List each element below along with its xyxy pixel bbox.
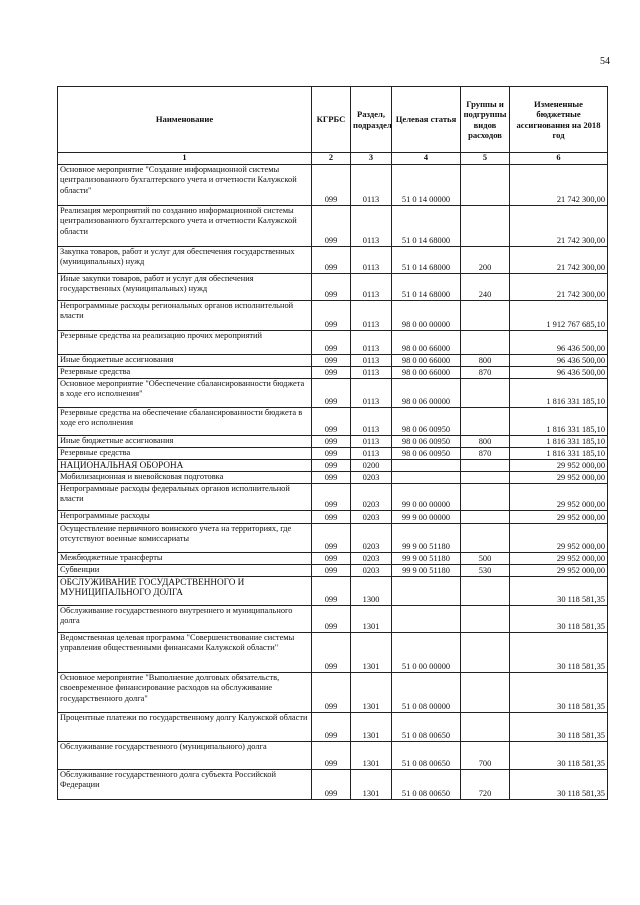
row-amount: 96 436 500,00 — [510, 355, 608, 367]
table-row — [58, 770, 608, 800]
row-kgrbs: 099 — [312, 633, 351, 673]
row-section: 0203 — [351, 472, 392, 484]
table-row — [58, 247, 608, 274]
row-kgrbs: 099 — [312, 577, 351, 606]
row-amount: 29 952 000,00 — [510, 460, 608, 472]
row-article: 99 9 00 00000 — [392, 511, 461, 524]
row-group: 530 — [461, 565, 510, 577]
row-article: 98 0 06 00950 — [392, 408, 461, 436]
row-article: 51 0 14 68000 — [392, 274, 461, 301]
column-number-row — [58, 153, 608, 165]
table-row — [58, 472, 608, 484]
row-kgrbs: 099 — [312, 511, 351, 524]
table-row — [58, 367, 608, 379]
row-section: 1301 — [351, 673, 392, 713]
row-kgrbs: 099 — [312, 565, 351, 577]
row-name: Реализация мероприятий по созданию информационной системы централизованного бухгалтерского учета и отчетности Калужской области — [58, 206, 312, 247]
row-kgrbs: 099 — [312, 524, 351, 553]
row-group: 720 — [461, 770, 510, 800]
row-article: 51 0 08 00000 — [392, 673, 461, 713]
row-name: Резервные средства на обеспечение сбалансированности бюджета в ходе его исполнения — [58, 408, 312, 436]
row-name: Мобилизационная и вневойсковая подготовка — [58, 472, 312, 484]
table-row — [58, 524, 608, 553]
header-article: Целевая статья — [392, 87, 461, 153]
row-kgrbs: 099 — [312, 379, 351, 408]
row-section: 0113 — [351, 247, 392, 274]
row-section: 0203 — [351, 565, 392, 577]
row-name: Основное мероприятие "Выполнение долговых обязательств, своевременное финансирование расходов на обслуживание государственного долга" — [58, 673, 312, 713]
row-kgrbs: 099 — [312, 742, 351, 770]
row-name: НАЦИОНАЛЬНАЯ ОБОРОНА — [58, 460, 312, 472]
table-row — [58, 448, 608, 460]
row-kgrbs: 099 — [312, 331, 351, 355]
row-article: 51 0 08 00650 — [392, 770, 461, 800]
row-name: Процентные платежи по государственному долгу Калужской области — [58, 713, 312, 742]
row-section: 0113 — [351, 274, 392, 301]
row-section: 0113 — [351, 355, 392, 367]
row-amount: 1 816 331 185,10 — [510, 379, 608, 408]
row-name: Непрограммные расходы региональных органов исполнительной власти — [58, 301, 312, 331]
row-amount: 96 436 500,00 — [510, 331, 608, 355]
table-row — [58, 206, 608, 247]
table-row — [58, 301, 608, 331]
row-article: 99 9 00 51180 — [392, 565, 461, 577]
column-number: 1 — [58, 153, 312, 165]
header-section: Раздел, подраздел — [351, 87, 392, 153]
row-section: 0203 — [351, 484, 392, 511]
row-group — [461, 206, 510, 247]
row-article: 98 0 00 66000 — [392, 355, 461, 367]
row-kgrbs: 099 — [312, 472, 351, 484]
row-group: 800 — [461, 355, 510, 367]
row-group — [461, 301, 510, 331]
header-name: Наименование — [58, 87, 312, 153]
row-article — [392, 460, 461, 472]
row-kgrbs: 099 — [312, 606, 351, 633]
row-kgrbs: 099 — [312, 165, 351, 206]
row-amount: 30 118 581,35 — [510, 713, 608, 742]
row-kgrbs: 099 — [312, 274, 351, 301]
row-group — [461, 633, 510, 673]
row-name: Резервные средства — [58, 367, 312, 379]
row-group: 240 — [461, 274, 510, 301]
row-name: Иные закупки товаров, работ и услуг для обеспечения государственных (муниципальных) нужд — [58, 274, 312, 301]
row-section: 0113 — [351, 448, 392, 460]
row-group — [461, 606, 510, 633]
row-article: 51 0 14 68000 — [392, 206, 461, 247]
row-name: Ведомственная целевая программа "Совершенствование системы управления общественными финансами Калужской области" — [58, 633, 312, 673]
row-section: 0203 — [351, 511, 392, 524]
row-name: Осуществление первичного воинского учета на территориях, где отсутствуют военные комиссариаты — [58, 524, 312, 553]
row-group: 800 — [461, 436, 510, 448]
table-row — [58, 460, 608, 472]
row-amount: 30 118 581,35 — [510, 633, 608, 673]
table-row — [58, 713, 608, 742]
page-number: 54 — [600, 56, 610, 67]
row-article — [392, 577, 461, 606]
row-section: 1301 — [351, 770, 392, 800]
row-group: 870 — [461, 448, 510, 460]
row-amount: 1 816 331 185,10 — [510, 408, 608, 436]
row-amount: 30 118 581,35 — [510, 770, 608, 800]
row-article — [392, 472, 461, 484]
budget-allocation-table — [57, 86, 608, 800]
table-row — [58, 484, 608, 511]
row-article: 98 0 00 66000 — [392, 367, 461, 379]
row-amount: 96 436 500,00 — [510, 367, 608, 379]
row-name: Субвенции — [58, 565, 312, 577]
row-kgrbs: 099 — [312, 367, 351, 379]
header-amount: Измененные бюджетные ассигнования на 2018 год — [510, 87, 608, 153]
row-name: Непрограммные расходы — [58, 511, 312, 524]
table-row — [58, 577, 608, 606]
row-article: 51 0 14 68000 — [392, 247, 461, 274]
header-group: Группы и подгруппы видов расходов — [461, 87, 510, 153]
row-kgrbs: 099 — [312, 247, 351, 274]
row-name: Обслуживание государственного долга субъекта Российской Федерации — [58, 770, 312, 800]
row-kgrbs: 099 — [312, 301, 351, 331]
row-group: 200 — [461, 247, 510, 274]
row-amount: 1 816 331 185,10 — [510, 448, 608, 460]
row-amount: 30 118 581,35 — [510, 606, 608, 633]
row-section: 0113 — [351, 379, 392, 408]
table-row — [58, 274, 608, 301]
row-article: 51 0 00 00000 — [392, 633, 461, 673]
row-amount: 1 912 767 685,10 — [510, 301, 608, 331]
row-name: Основное мероприятие "Создание информационной системы централизованного бухгалтерского учета и отчетности Калужской области" — [58, 165, 312, 206]
column-number: 2 — [312, 153, 351, 165]
row-group — [461, 379, 510, 408]
table-row — [58, 606, 608, 633]
row-kgrbs: 099 — [312, 460, 351, 472]
row-name: Основное мероприятие "Обеспечение сбалансированности бюджета в ходе его исполнения" — [58, 379, 312, 408]
row-amount: 21 742 300,00 — [510, 165, 608, 206]
row-article: 98 0 00 66000 — [392, 331, 461, 355]
row-group — [461, 577, 510, 606]
row-amount: 21 742 300,00 — [510, 206, 608, 247]
row-section: 0113 — [351, 165, 392, 206]
row-group: 500 — [461, 553, 510, 565]
table-body — [58, 165, 608, 800]
column-number: 3 — [351, 153, 392, 165]
row-amount: 29 952 000,00 — [510, 553, 608, 565]
row-amount: 29 952 000,00 — [510, 524, 608, 553]
row-group — [461, 511, 510, 524]
row-name: Обслуживание государственного внутреннего и муниципального долга — [58, 606, 312, 633]
row-kgrbs: 099 — [312, 770, 351, 800]
row-name: Резервные средства на реализацию прочих мероприятий — [58, 331, 312, 355]
table-row — [58, 565, 608, 577]
row-article: 51 0 08 00650 — [392, 713, 461, 742]
row-section: 0113 — [351, 408, 392, 436]
row-kgrbs: 099 — [312, 448, 351, 460]
row-kgrbs: 099 — [312, 408, 351, 436]
row-amount: 30 118 581,35 — [510, 742, 608, 770]
row-name: Межбюджетные трансферты — [58, 553, 312, 565]
row-group — [461, 713, 510, 742]
table-row — [58, 408, 608, 436]
table-row — [58, 331, 608, 355]
table-row — [58, 379, 608, 408]
table-header-row — [58, 87, 608, 153]
row-article: 98 0 00 00000 — [392, 301, 461, 331]
row-article: 99 0 00 00000 — [392, 484, 461, 511]
row-group — [461, 472, 510, 484]
row-article: 51 0 14 00000 — [392, 165, 461, 206]
column-number: 5 — [461, 153, 510, 165]
row-group — [461, 165, 510, 206]
row-name: Закупка товаров, работ и услуг для обеспечения государственных (муниципальных) нужд — [58, 247, 312, 274]
row-amount: 29 952 000,00 — [510, 472, 608, 484]
table-row — [58, 511, 608, 524]
column-number: 4 — [392, 153, 461, 165]
row-kgrbs: 099 — [312, 484, 351, 511]
row-section: 1301 — [351, 633, 392, 673]
row-amount: 30 118 581,35 — [510, 673, 608, 713]
row-amount: 29 952 000,00 — [510, 484, 608, 511]
row-section: 1301 — [351, 713, 392, 742]
row-group — [461, 484, 510, 511]
row-article: 98 0 06 00950 — [392, 448, 461, 460]
row-amount: 29 952 000,00 — [510, 565, 608, 577]
row-name: Резервные средства — [58, 448, 312, 460]
row-section: 0203 — [351, 524, 392, 553]
table-row — [58, 633, 608, 673]
row-kgrbs: 099 — [312, 553, 351, 565]
row-group: 870 — [461, 367, 510, 379]
row-section: 0113 — [351, 367, 392, 379]
table-row — [58, 553, 608, 565]
row-kgrbs: 099 — [312, 673, 351, 713]
row-article — [392, 606, 461, 633]
row-section: 0113 — [351, 206, 392, 247]
table-row — [58, 742, 608, 770]
row-article: 99 9 00 51180 — [392, 524, 461, 553]
row-group — [461, 524, 510, 553]
table-row — [58, 436, 608, 448]
row-amount: 1 816 331 185,10 — [510, 436, 608, 448]
table-row — [58, 355, 608, 367]
row-kgrbs: 099 — [312, 206, 351, 247]
row-name: Иные бюджетные ассигнования — [58, 436, 312, 448]
row-name: ОБСЛУЖИВАНИЕ ГОСУДАРСТВЕННОГО И МУНИЦИПАЛЬНОГО ДОЛГА — [58, 577, 312, 606]
table-row — [58, 673, 608, 713]
row-article: 51 0 08 00650 — [392, 742, 461, 770]
row-group — [461, 673, 510, 713]
row-section: 0113 — [351, 331, 392, 355]
row-group — [461, 460, 510, 472]
row-kgrbs: 099 — [312, 436, 351, 448]
row-amount: 21 742 300,00 — [510, 247, 608, 274]
row-section: 0113 — [351, 436, 392, 448]
row-name: Обслуживание государственного (муниципального) долга — [58, 742, 312, 770]
row-article: 98 0 06 00950 — [392, 436, 461, 448]
row-section: 0113 — [351, 301, 392, 331]
row-group — [461, 331, 510, 355]
row-section: 0200 — [351, 460, 392, 472]
row-kgrbs: 099 — [312, 355, 351, 367]
row-section: 1300 — [351, 577, 392, 606]
row-group: 700 — [461, 742, 510, 770]
row-section: 1301 — [351, 742, 392, 770]
row-article: 98 0 06 00000 — [392, 379, 461, 408]
row-amount: 30 118 581,35 — [510, 577, 608, 606]
row-amount: 29 952 000,00 — [510, 511, 608, 524]
row-article: 99 9 00 51180 — [392, 553, 461, 565]
table-row — [58, 165, 608, 206]
row-section: 1301 — [351, 606, 392, 633]
column-number: 6 — [510, 153, 608, 165]
row-kgrbs: 099 — [312, 713, 351, 742]
row-section: 0203 — [351, 553, 392, 565]
row-name: Непрограммные расходы федеральных органов исполнительной власти — [58, 484, 312, 511]
row-group — [461, 408, 510, 436]
row-amount: 21 742 300,00 — [510, 274, 608, 301]
header-kgrbs: КГРБС — [312, 87, 351, 153]
row-name: Иные бюджетные ассигнования — [58, 355, 312, 367]
